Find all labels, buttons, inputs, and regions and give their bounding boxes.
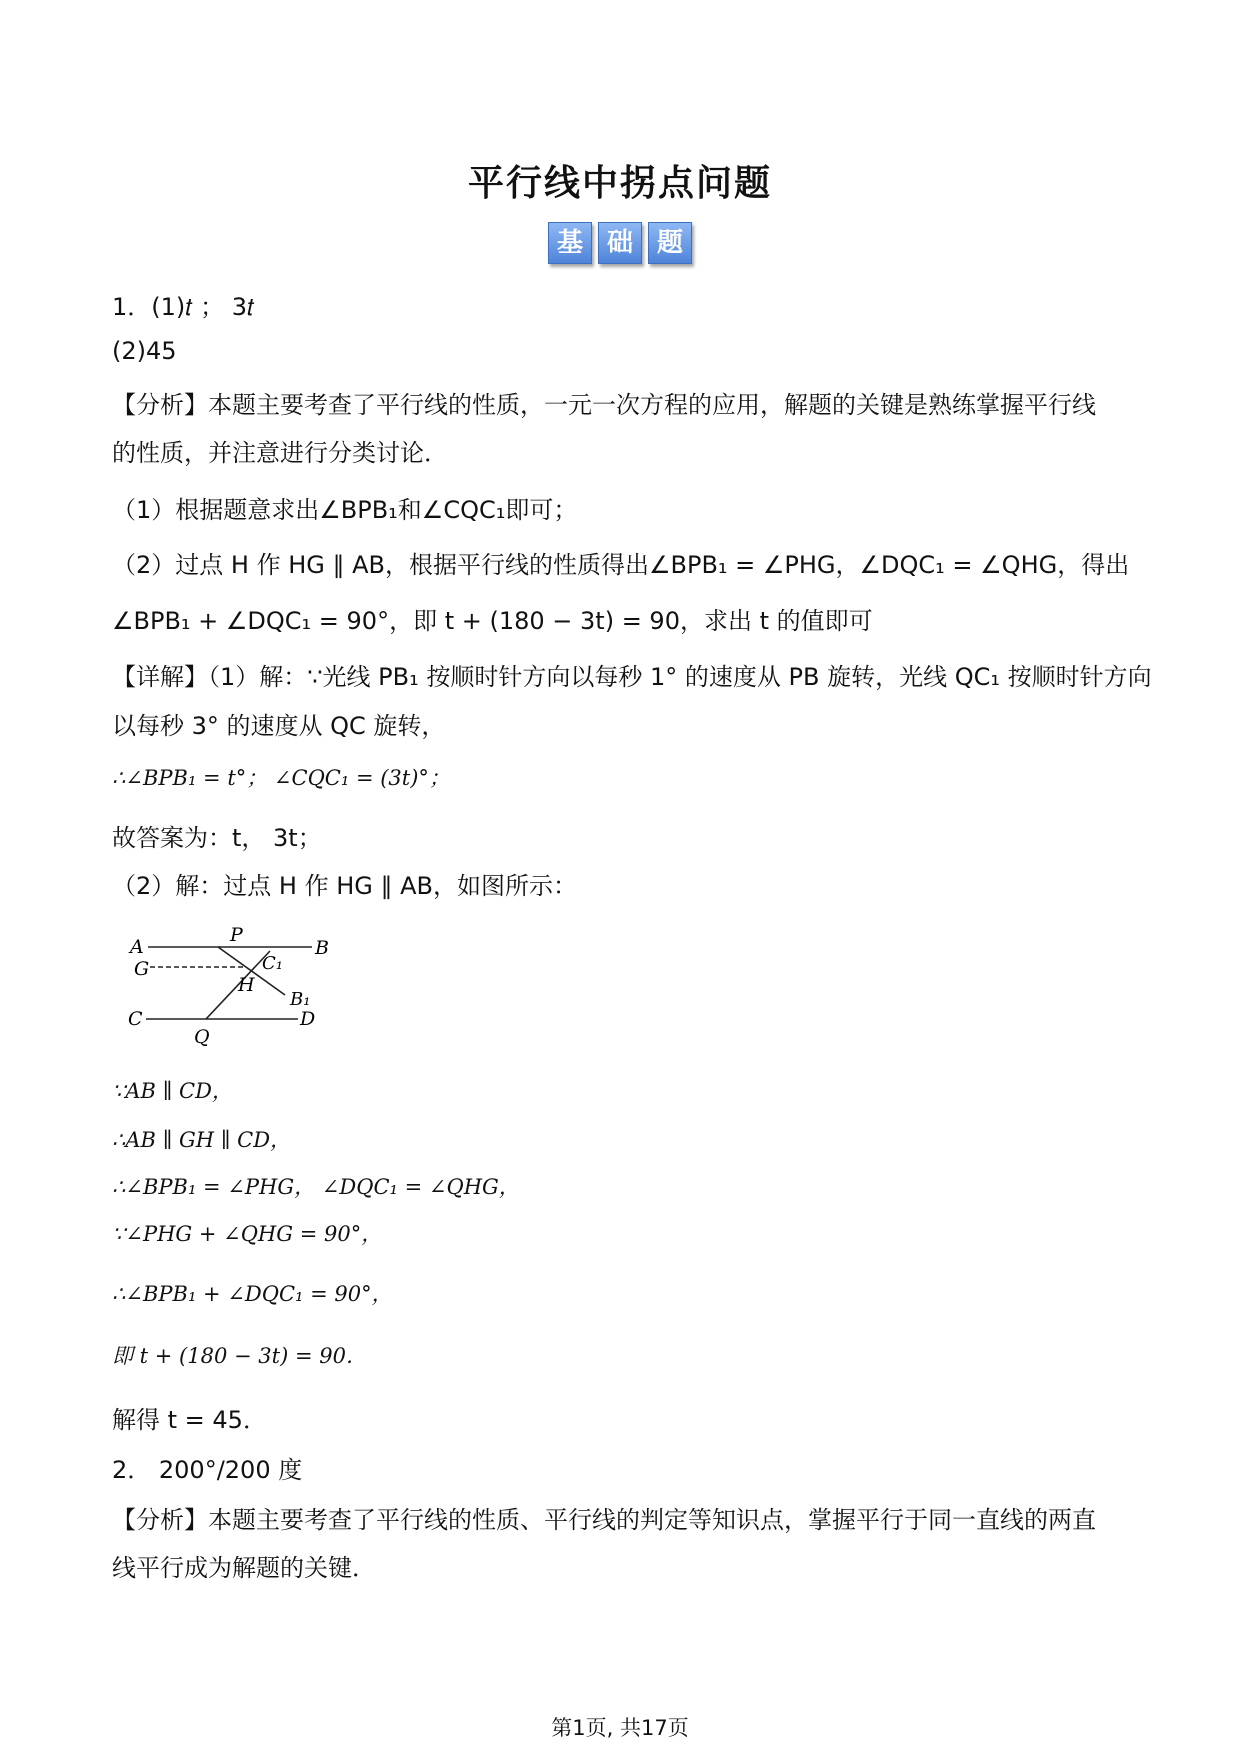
analysis-line-1: 【分析】本题主要考查了平行线的性质，一元一次方程的应用，解题的关键是熟练掌握平行线 [112, 391, 1096, 419]
analysis-step-2: （2）过点 H 作 HG ∥ AB，根据平行线的性质得出∠BPB₁ = ∠PHG，∠DQC₁ = ∠QHG，得出 [112, 551, 1130, 579]
label-a: A [130, 936, 144, 958]
detail-line-2: 以每秒 3° 的速度从 QC 旋转， [112, 712, 446, 740]
label-d: D [300, 1008, 316, 1030]
proof-line-1: ∵AB ∥ CD， [112, 1079, 233, 1103]
label-c1: C₁ [262, 953, 283, 974]
page-footer: 第1页, 共17页 [551, 1716, 689, 1740]
badge-char-2: 础 [598, 222, 642, 264]
proof-line-3: ∴∠BPB₁ = ∠PHG， ∠DQC₁ = ∠QHG， [112, 1175, 520, 1199]
label-q: Q [194, 1026, 210, 1048]
proof-solution: 解得 t = 45． [112, 1406, 267, 1434]
detail-part-2-intro: （2）解：过点 H 作 HG ∥ AB，如图所示： [112, 872, 577, 900]
analysis-step-2-cont: ∠BPB₁ + ∠DQC₁ = 90°，即 t + (180 − 3t) = 90，求出 t 的值即可 [112, 607, 873, 635]
answer-2: 2． 200°/200 度 [112, 1456, 303, 1484]
detail-line-1: 【详解】（1）解：∵光线 PB₁ 按顺时针方向以每秒 1° 的速度从 PB 旋转，光线 QC₁ 按顺时针方向 [112, 663, 1152, 691]
label-b: B [315, 937, 329, 959]
answer-1-part-2: (2)45 [112, 337, 177, 365]
section-badge [0, 222, 1240, 264]
detail-angles: ∴∠BPB₁ = t°； ∠CQC₁ = (3t)°； [112, 766, 450, 790]
badge-char-3: 题 [648, 222, 692, 264]
answer-summary: 故答案为：t， 3t； [112, 824, 322, 852]
geometry-figure [120, 925, 340, 1050]
proof-line-2: ∴AB ∥ GH ∥ CD， [112, 1128, 292, 1152]
label-h: H [238, 974, 255, 996]
label-c: C [128, 1008, 143, 1030]
analysis-line-2: 的性质，并注意进行分类讨论． [112, 439, 448, 467]
proof-line-4: ∵∠PHG + ∠QHG = 90°， [112, 1222, 383, 1246]
analysis-2-line-1: 【分析】本题主要考查了平行线的性质、平行线的判定等知识点，掌握平行于同一直线的两直 [112, 1506, 1096, 1534]
badge-char-1: 基 [548, 222, 592, 264]
label-b1: B₁ [290, 989, 311, 1010]
label-g: G [134, 958, 150, 980]
page-title: 平行线中拐点问题 [467, 162, 772, 204]
analysis-2-line-2: 线平行成为解题的关键． [112, 1554, 376, 1582]
proof-line-5: ∴∠BPB₁ + ∠DQC₁ = 90°， [112, 1282, 393, 1306]
answer-1-part-1: 1．(1)𝑡 ； 3𝑡 [112, 293, 255, 321]
proof-line-6: 即 t + (180 − 3t) = 90． [112, 1344, 367, 1368]
label-p: P [230, 925, 243, 946]
analysis-step-1: （1）根据题意求出∠BPB₁和∠CQC₁即可； [112, 496, 578, 524]
